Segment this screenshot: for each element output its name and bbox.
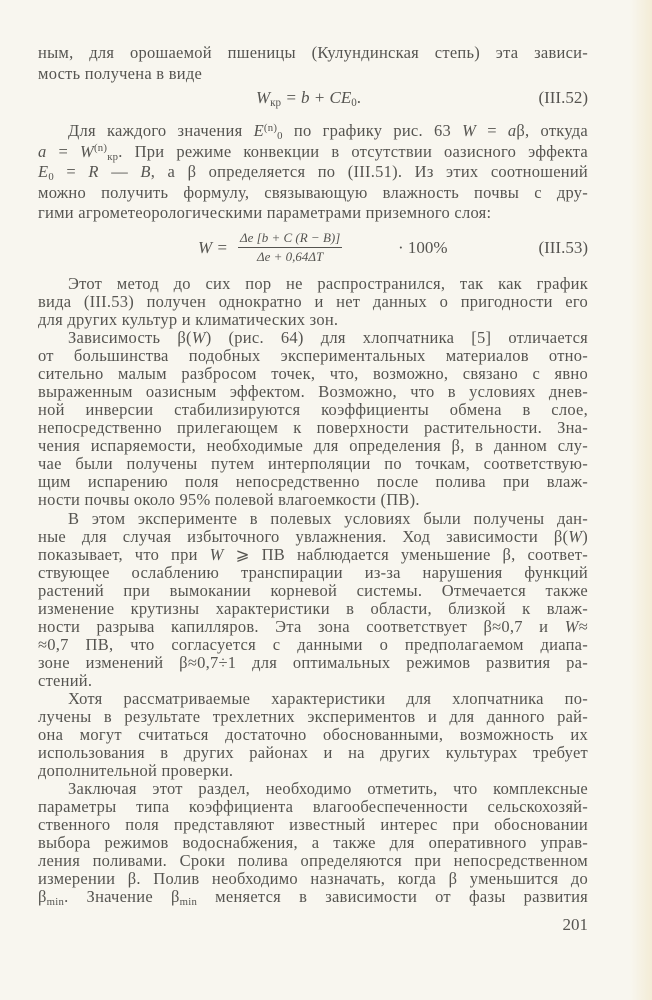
text-line: ≈0,7 ПВ, что согласуется с данными о предполагаемом диапа- [38,635,588,654]
superscript: (n) [93,142,108,155]
text-run: . Значение β [64,887,180,906]
paragraph [38,329,588,509]
text-run: меняется в зависимости от фазы развития [197,887,588,906]
text-line: от большинства подобных экспериментальных материалов отно- [38,346,588,365]
subscript: min [46,896,65,909]
text-run: ≈ [578,617,588,636]
text-line [38,887,588,909]
eq-rhs: = b + CE [281,88,352,107]
text-line [38,162,588,183]
equation-number: (III.53) [538,238,588,257]
text-line: В этом эксперименте в полевых условиях были получены дан- [68,509,588,528]
text-run: β [38,887,47,906]
text-run: ные для случая избыточного увлажнения. Ход зависимости β( [38,527,569,546]
eq-end: . [356,88,362,107]
text-line [38,121,588,142]
text-run: = [53,162,89,181]
subscript: 0 [277,130,283,143]
text-line: выраженным оазисным эффектом. Возможно, что в условиях днев- [38,382,588,401]
paragraph [38,690,588,780]
text-run: = [46,141,80,161]
text-run: ) (рис. 64) для хлопчатника [5] отличается [205,328,588,347]
text-line: непосредственно прилегающем к поверхности растительности. Зна- [38,418,588,437]
text-run: = [476,121,508,140]
text-run: Зависимость β( [68,328,192,347]
math-symbol: W [209,545,224,564]
text-line: параметры типа коэффициента влагообеспеченности сельскохозяй- [38,797,588,816]
paragraph [38,121,588,224]
text-line: выбора режимов водоснабжения, а также для оперативного управ- [38,833,588,852]
math-symbol: W [79,141,94,161]
math-symbol: E [253,121,264,140]
math-symbol: E [38,162,49,181]
text-line: использования в других районах и на других культурах требует [38,743,588,762]
eq-multiplier: · 100% [398,238,448,257]
math-symbol: R [88,162,99,181]
text-line: Этот метод до сих пор не распространился, так как график [68,274,588,293]
text-run: ности разрыва капилляров. Эта зона соответствует β≈0,7 и [38,617,565,636]
text-line: для других культур и климатических зон. [38,310,339,329]
equation-III-53 [38,230,588,266]
paragraph [38,779,588,909]
fraction-numerator: Δe [b + C (R − B)] [238,230,342,248]
math-symbol: B [140,162,151,181]
text-run: по графику рис. 63 [282,121,463,140]
text-run: . При режиме конвекции в отсутствии оазисного эффекта [118,141,588,161]
subscript: min [179,896,198,909]
math-symbol: W [568,527,583,546]
text-line: ления поливами. Сроки полива определяются при непосредственном [38,851,588,870]
fraction-denominator: Δe + 0,64ΔT [256,249,324,264]
text-run: β, откуда [516,121,588,140]
text-run: — [98,162,141,181]
text-line: мость получена в виде [38,63,203,83]
text-line: лучены в результате трехлетних экспериментов и для данного рай- [38,707,588,726]
subscript: 0 [48,171,54,184]
math-symbol: a [507,121,517,140]
text-line: изменение крутизны характеристики в области, близкой к влаж- [38,599,588,618]
text-line: Хотя рассматриваемые характеристики для хлопчатника по- [68,689,588,708]
eq-lhs: W = [198,238,228,257]
text-line [38,142,588,163]
text-line: ственного поля представляют известный интерес при обосновании [38,815,588,834]
equation-III-52 [38,88,588,110]
text-line: можно получить формулу, связывающую влажность почвы с дру- [38,182,588,202]
text-line [38,528,588,546]
text-line: ности почвы около 95% полевой влагоемкости (ПВ). [38,490,420,509]
text-line: Заключая этот раздел, необходимо отметить, что комплексные [68,779,588,798]
text-line: дополнительной проверки. [38,761,234,780]
paragraph [38,275,588,329]
text-run: , а β определяется по (III.51). Из этих соотношений [150,162,589,181]
eq-lhs: W [256,88,271,107]
text-line: чае были получены путем интерполяции по точкам, соответствую- [38,454,588,473]
text-line [38,618,588,636]
math-symbol: a [38,141,47,161]
text-line: стений. [38,671,93,690]
eq-rhs-subscript: 0 [351,97,357,110]
math-symbol: W [191,328,206,347]
text-run: ) [582,527,588,546]
math-symbol: W [462,121,477,140]
text-line: щим испарению поля непосредственно после полива при влаж- [38,472,588,491]
math-symbol: W [564,617,579,636]
subscript: кр [107,150,119,163]
paragraph-continuation [38,43,588,84]
text-run: показывает, что при [38,545,210,564]
text-line [38,546,588,564]
text-line: она могут считаться достаточно обоснованными, возможность их [38,725,588,744]
fraction [238,230,342,265]
text-line [38,329,588,347]
equation-number: (III.52) [538,88,588,107]
eq-lhs-subscript: кр [270,97,282,110]
text-line: растений при вымокании корневой системы. Отмечается также [38,581,588,600]
text-run: ⩾ ПВ наблюдается уменьшение β, соответ- [223,545,588,564]
text-line: вида (III.53) получен однократно и нет данных о пригодности его [38,292,588,311]
text-line: ной инверсии стабилизируются коэффициенты обмена в слое, [38,400,588,419]
text-line: сительно малым разбросом точек, что, возможно, связано с явно [38,364,588,383]
text-line: ным, для орошаемой пшеницы (Кулундинская степь) эта зависи- [38,43,588,62]
text-line: чения испаряемости, необходимые для определения β, в данном слу- [38,436,588,455]
paragraph [38,510,588,690]
page-number: 201 [562,915,588,934]
text-line: измерении β. Полив необходимо назначать, когда β уменьшится до [38,869,588,888]
text-run: Для каждого значения [68,121,254,140]
superscript: (n) [263,121,278,134]
page-edge-shading [630,0,652,1000]
text-line: гими агрометеорологическими параметрами приземного слоя: [38,203,492,222]
text-line: ствующее ослаблению транспирации из-за нарушения функций [38,563,588,582]
text-line: зоне изменений β≈0,7÷1 для оптимальных режимов развития ра- [38,653,588,672]
